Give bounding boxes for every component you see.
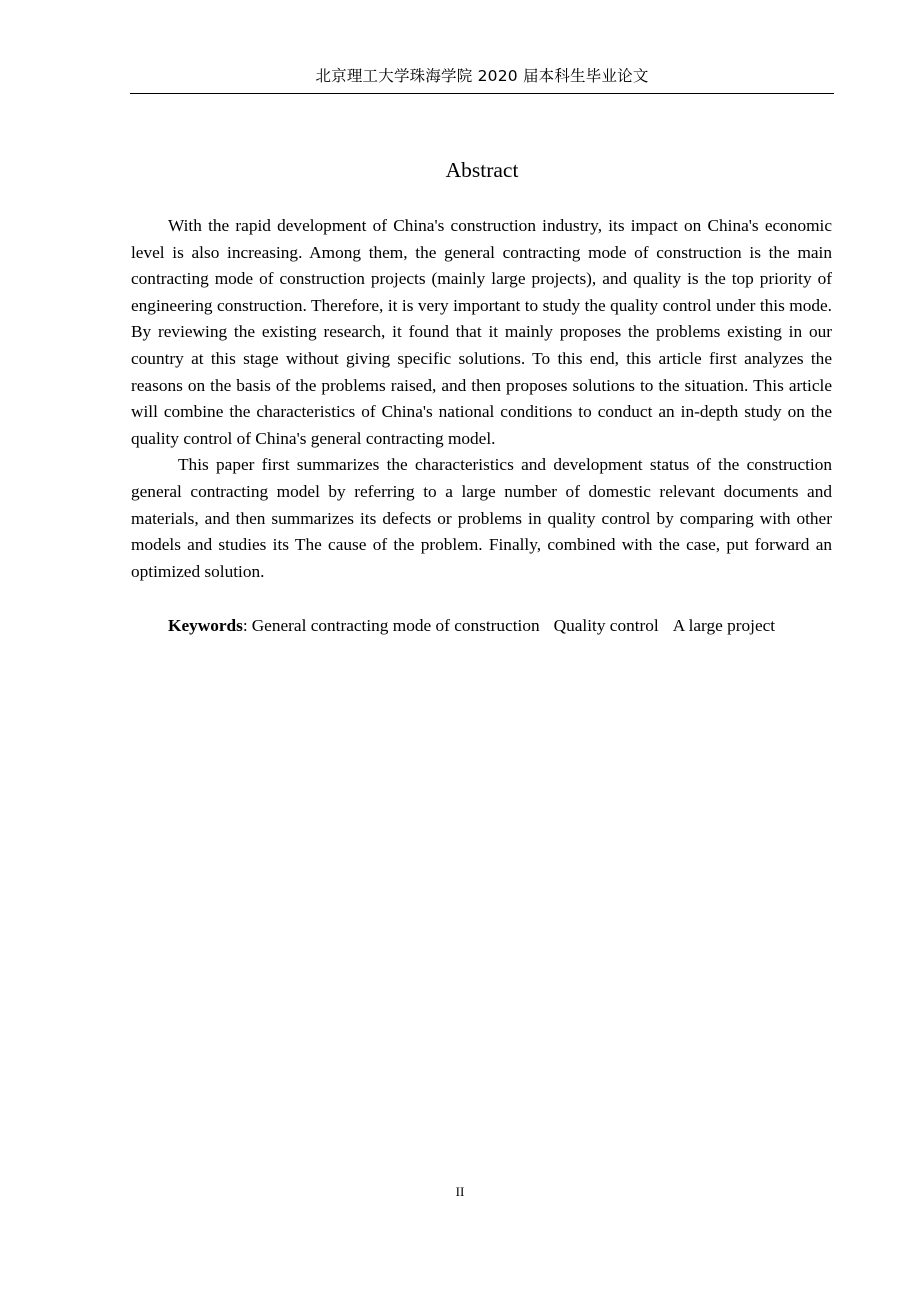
keywords-separator: : <box>242 616 248 635</box>
keyword-item: Quality control <box>553 616 659 635</box>
abstract-paragraph-1: With the rapid development of China's construction industry, its impact on China's economic level is also increasing. Among them, the general contracting mode of construction is the main contracting mode of construction projects (mainly large projects), and quality is the top priority of engineering construction. Therefore, it is very important to study the quality control under this mode. By reviewing the existing research, it found that it mainly proposes the problems existing in our country at this stage without giving specific solutions. To this end, this article first analyzes the reasons on the basis of the problems raised, and then proposes solutions to the situation. This article will combine the characteristics of China's national conditions to conduct an in-depth study on the quality control of China's general contracting model. <box>131 216 832 448</box>
header-divider <box>130 93 834 94</box>
keywords-label: Keywords <box>168 616 243 635</box>
abstract-body <box>131 213 832 585</box>
keyword-item: General contracting mode of construction <box>251 616 540 635</box>
abstract-title: Abstract <box>445 158 519 182</box>
abstract-paragraph-2: This paper first summarizes the characteristics and development status of the construction general contracting model by referring to a large number of domestic relevant documents and materials, and then summarizes its defects or problems in quality control by comparing with other models and studies its The cause of the problem. Finally, combined with the case, put forward an optimized solution. <box>131 455 832 581</box>
running-header: 北京理工大学珠海学院 2020 届本科生毕业论文 <box>315 67 649 85</box>
keywords-line <box>168 613 848 640</box>
page-number: II <box>455 1184 465 1199</box>
keyword-item: A large project <box>672 616 776 635</box>
